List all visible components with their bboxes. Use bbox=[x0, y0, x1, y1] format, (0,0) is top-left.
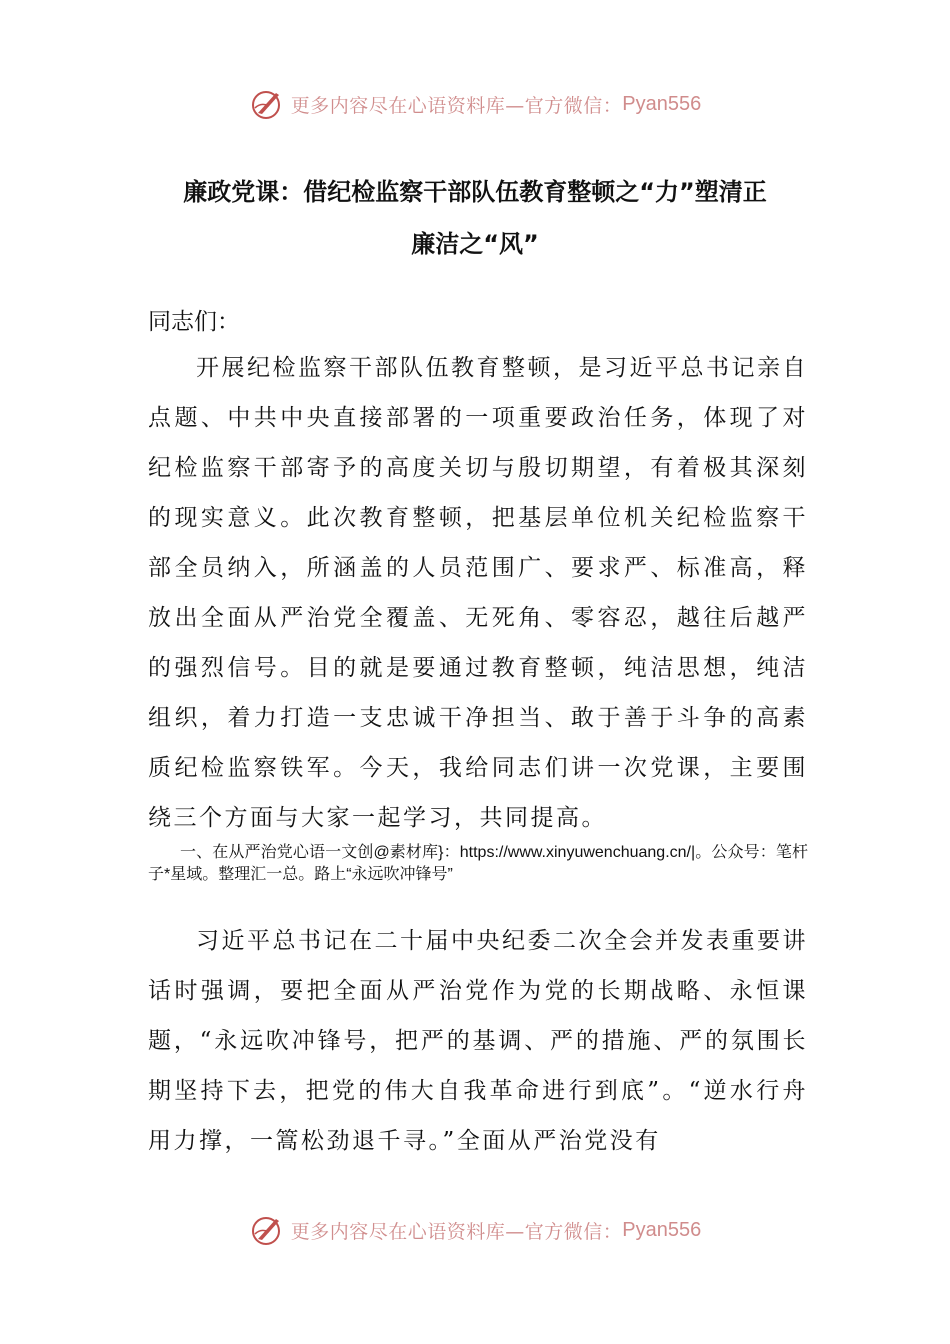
wechat-id: Pyan556 bbox=[622, 92, 702, 115]
salutation: 同志们： bbox=[148, 309, 240, 335]
quill-pen-seal-icon bbox=[249, 1212, 285, 1248]
paragraph-1: 开展纪检监察干部队伍教育整顿，是习近平总书记亲自点题、中共中央直接部署的一项重要政治任务，体现了对纪检监察干部寄予的高度关切与殷切期望，有着极其深刻的现实意义。此次教育整顿，把基层单位机关纪检监察干部全员纳入，所涵盖的人员范围广、要求严、标准高，释放出全面从严治党全覆盖、无死角、零容忍，越往后越严的强烈信号。目的就是要通过教育整顿，纯洁思想，纯洁组织，着力打造一支忠诚干净担当、敢于善于斗争的高素质纪检监察铁军。今天，我给同志们讲一次党课，主要围绕三个方面与大家一起学习，共同提高。 bbox=[148, 355, 808, 831]
paragraph-2: 习近平总书记在二十届中央纪委二次全会并发表重要讲话时强调，要把全面从严治党作为党的长期战略、永恒课题，“永远吹冲锋号，把严的基调、严的措施、严的氛围长期坚持下去，把党的伟大自我革命进行到底”。“逆水行舟用力撑，一篙松劲退千寻。”全面从严治党没有 bbox=[148, 928, 808, 1154]
wechat-id: Pyan556 bbox=[622, 1218, 702, 1241]
document-title-line2: 廉洁之“风” bbox=[411, 230, 539, 258]
section-heading-note: 一、在从严治党心语一文创@素材库}：https://www.xinyuwenchuang.cn/|。公众号：笔杆子*星域。整理汇一总。路上“永远吹冲锋号” bbox=[148, 844, 808, 883]
footer-banner bbox=[0, 1208, 950, 1252]
banner-text: 更多内容尽在心语资料库—官方微信： bbox=[290, 1220, 623, 1243]
quill-pen-seal-icon bbox=[249, 86, 285, 122]
document-title-line1: 廉政党课：借纪检监察干部队伍教育整顿之“力”塑清正 bbox=[183, 178, 767, 206]
header-banner bbox=[0, 82, 950, 126]
banner-text: 更多内容尽在心语资料库—官方微信： bbox=[290, 94, 623, 117]
